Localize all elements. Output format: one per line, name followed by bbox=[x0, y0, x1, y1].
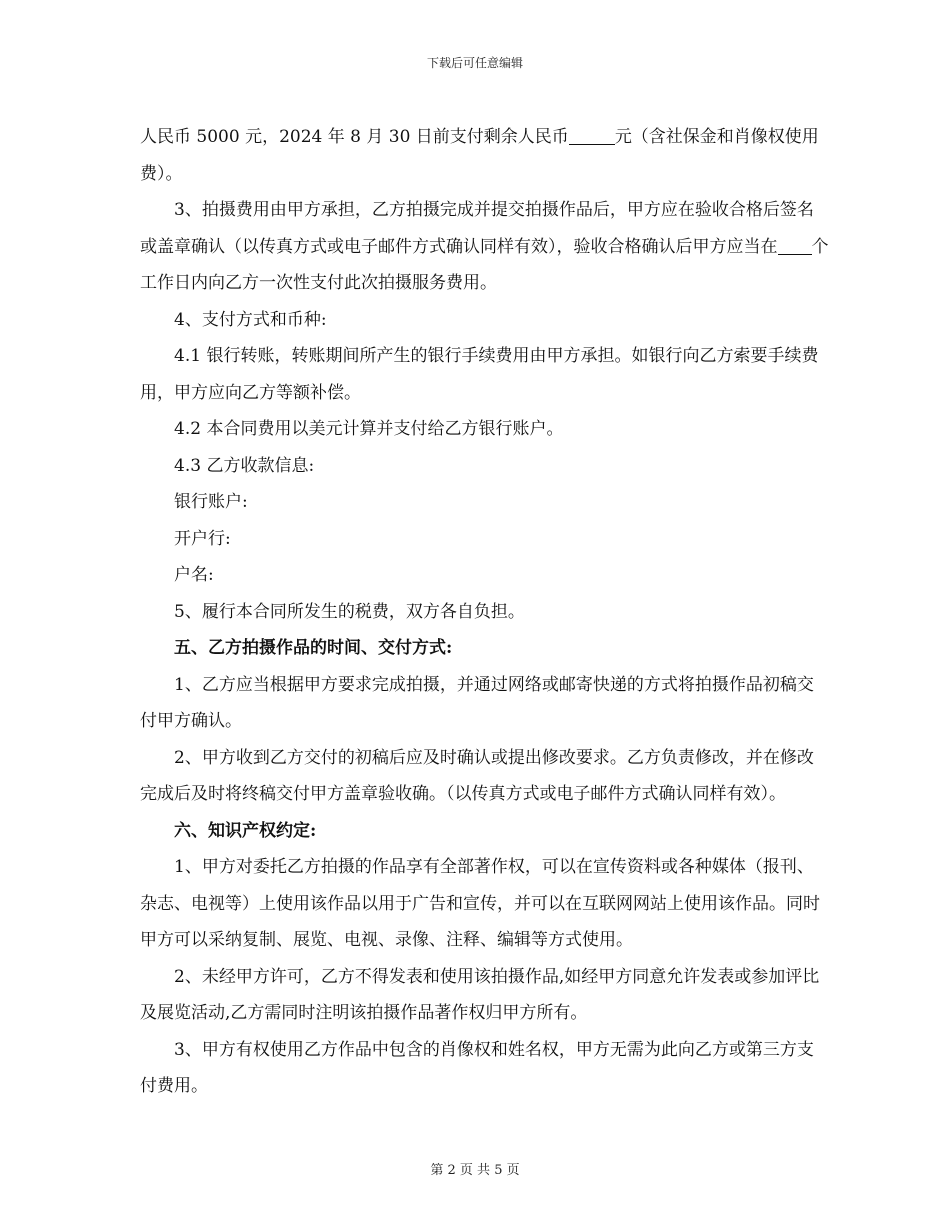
field-opening-bank: 开户行: bbox=[174, 528, 231, 549]
paragraph-bank-transfer: 4.1 银行转账，转账期间所产生的银行手续费用由甲方承担。如银行向乙方索要手续费用，甲方应向乙方等额补偿。 bbox=[140, 346, 819, 403]
text-run: 个工作日内向乙方一次性支付此次拍摄服务费用。 bbox=[140, 236, 829, 293]
paragraph-payment-method: 4、支付方式和币种: bbox=[174, 309, 327, 330]
section-heading-delivery: 五、乙方拍摄作品的时间、交付方式: bbox=[174, 638, 453, 658]
paragraph-delivery-1: 1、乙方应当根据甲方要求完成拍摄，并通过网络或邮寄快递的方式将拍摄作品初稿交付甲方确认。 bbox=[140, 674, 814, 731]
paragraph-delivery-2: 2、甲方收到乙方交付的初稿后应及时确认或提出修改要求。乙方负责修改，并在修改完成后及时将终稿交付甲方盖章验收确。（以传真方式或电子邮件方式确认同样有效）。 bbox=[140, 747, 814, 804]
paragraph-receiving-info: 4.3 乙方收款信息: bbox=[174, 455, 315, 476]
page-footer: 第 2 页 共 5 页 bbox=[430, 1163, 520, 1178]
paragraph-currency: 4.2 本合同费用以美元计算并支付给乙方银行账户。 bbox=[174, 419, 564, 439]
page-header: 下载后可任意编辑 bbox=[426, 56, 523, 70]
field-bank-account: 银行账户: bbox=[174, 492, 248, 512]
field-account-name: 户名: bbox=[174, 565, 214, 585]
paragraph-taxes: 5、履行本合同所发生的税费，双方各自负担。 bbox=[174, 601, 525, 622]
text-run: 人民币 5000 元，2024 年 8 月 30 日前支付剩余人民币 bbox=[140, 127, 569, 147]
paragraph-payment-remainder bbox=[140, 119, 830, 192]
paragraph-ip-3: 3、甲方有权使用乙方作品中包含的肖像权和姓名权，甲方无需为此向乙方或第三方支付费用。 bbox=[140, 1039, 814, 1096]
text-run: 3、拍摄费用由甲方承担，乙方拍摄完成并提交拍摄作品后，甲方应在验收合格后签名或盖章确认（以传真方式或电子邮件方式确认同样有效），验收合格确认后甲方应当在 bbox=[140, 200, 814, 257]
blank-amount bbox=[569, 126, 615, 145]
document-body bbox=[140, 119, 830, 1105]
text-run: 元（含社保金和肖像权使用费）。 bbox=[140, 127, 819, 184]
section-heading-ip: 六、知识产权约定: bbox=[174, 820, 317, 841]
paragraph-shooting-cost bbox=[140, 192, 830, 302]
blank-workdays bbox=[778, 236, 812, 255]
paragraph-ip-2: 2、未经甲方许可，乙方不得发表和使用该拍摄作品,如经甲方同意允许发表或参加评比及展览活动,乙方需同时注明该拍摄作品著作权归甲方所有。 bbox=[140, 966, 820, 1023]
paragraph-ip-1: 1、甲方对委托乙方拍摄的作品享有全部著作权，可以在宣传资料或各种媒体（报刊、杂志、电视等）上使用该作品以用于广告和宣传，并可以在互联网网站上使用该作品。同时甲方可以采纳复制、展览、电视、录像、注释、编辑等方式使用。 bbox=[140, 857, 820, 950]
